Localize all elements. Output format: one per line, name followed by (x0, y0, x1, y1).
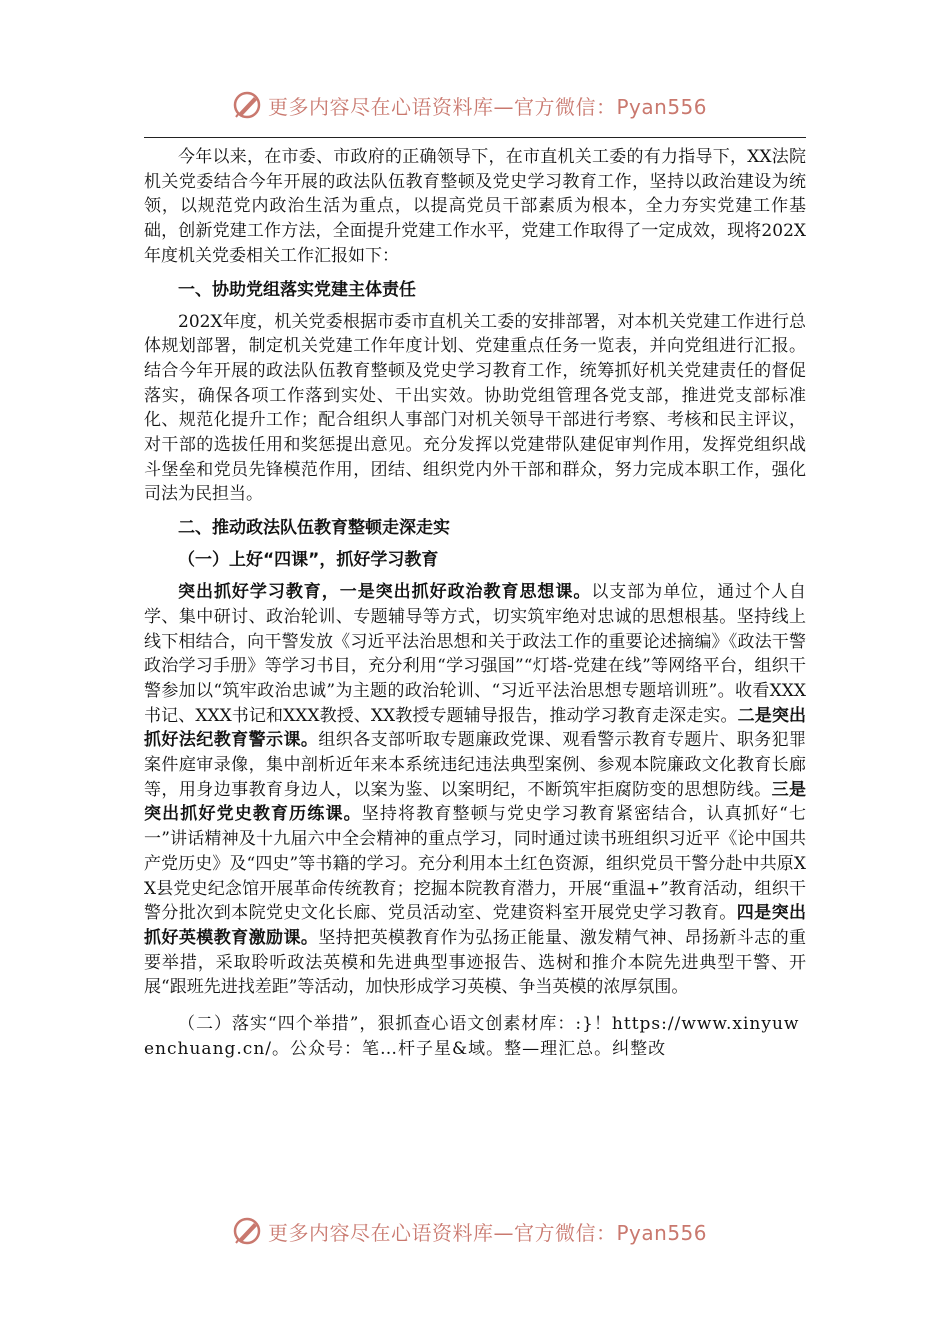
subsection-2-1-paragraph (144, 580, 806, 1000)
bold-lead-4: 四是突出抓好英模教育激励课。 (144, 903, 807, 948)
subsection-heading-2-1: （一）上好“四课”，抓好学习教育 (178, 550, 439, 571)
pen-logo-icon (232, 1216, 262, 1246)
footer-banner (0, 1206, 950, 1256)
body-text-4: 坚持把英模教育作为弘扬正能量、激发精气神、昂扬新斗志的重要举措，采取聆听政法英模和先进典型事迹报告、选树和推介本院先进典型干警、开展“跟班先进找差距”等活动，加快形成学习英模、争当英模的浓厚氛围。 (144, 927, 807, 998)
section-heading-2: 二、推动政法队伍教育整顿走深走实 (178, 518, 450, 539)
intro-paragraph: 今年以来，在市委、市政府的正确领导下，在市直机关工委的有力指导下，XX法院机关党委结合今年开展的政法队伍教育整顿及党史学习教育工作，坚持以政治建设为统领，以规范党内政治生活为重点，以提高党员干部素质为根本，全力夯实党建工作基础，创新党建工作方法，全面提升党建工作水平，党建工作取得了一定成效，现将202X年度机关党委相关工作汇报如下： (144, 147, 806, 266)
header-rule (144, 137, 806, 138)
bold-lead-1: 突出抓好学习教育，一是突出抓好政治教育思想课。 (178, 582, 592, 603)
body-text-2: 组织各支部听取专题廉政党课、观看警示教育专题片、职务犯罪案件庭审录像，集中剖析近年来本系统违纪违法典型案例、参观本院廉政文化教育长廊等，用身边事教育身边人，以案为鉴、以案明纪，不断筑牢拒腐防变的思想防线。 (144, 730, 807, 800)
document-body (144, 145, 806, 1079)
header-banner (0, 80, 950, 130)
bold-lead-3: 三是突出抓好党史教育历练课。 (144, 779, 807, 825)
body-text-1: 以支部为单位，通过个人自学、集中研讨、政治轮训、专题辅导等方式，切实筑牢绝对忠诚的思想根基。坚持线上线下相结合，向干警发放《习近平法治思想和关于政法工作的重要论述摘编》《政法干警政治学习手册》等学习书目，充分利用“学习强国”“灯塔-党建在线”等网络平台，组织干警参加以“筑牢政治忠诚”为主题的政治轮训、“习近平法治思想专题培训班”。收看XXX书记、XXX书记和XXX教授、XX教授专题辅导报告，推动学习教育走深走实。 (144, 582, 807, 726)
section-1-paragraph: 202X年度，机关党委根据市委市直机关工委的安排部署，对本机关党建工作进行总体规划部署，制定机关党建工作年度计划、党建重点任务一览表，并向党组进行汇报。结合今年开展的政法队伍教育整顿及党史学习教育工作，统筹抓好机关党建责任的督促落实，确保各项工作落到实处、干出实效。协助党组管理各党支部，推进党支部标准化、规范化提升工作；配合组织人事部门对机关领导干部进行考察、考核和民主评议，对干部的选拔任用和奖惩提出意见。充分发挥以党建带队建促审判作用，发挥党组织战斗堡垒和党员先锋模范作用，团结、组织党内外干部和群众，努力完成本职工作，强化司法为民担当。 (144, 311, 806, 505)
body-text-3: 坚持将教育整顿与党史学习教育紧密结合，认真抓好“七一”讲话精神及十九届六中全会精神的重点学习，同时通过读书班组织习近平《论中国共产党历史》及“四史”等书籍的学习。充分利用本土红色资源，组织党员干警分赴中共原XX县党史纪念馆开展革命传统教育；挖掘本院教育潜力，开展“重温+”教育活动，组织干警分批次到本院党史文化长廊、党员活动室、党建资料室开展党史学习教育。 (144, 804, 806, 924)
section-heading-1: 一、协助党组落实党建主体责任 (178, 279, 416, 300)
bold-lead-2: 二是突出抓好法纪教育警示课。 (144, 705, 806, 751)
subsection-2-2-text: （二）落实“四个举措”，狠抓查心语文创素材库：:}！https://www.xinyuwenchuang.cn/。公众号：笔…杆子星&域。整—理汇总。纠整改 (144, 1014, 800, 1059)
banner-text: 更多内容尽在心语资料库—官方微信：Pyan556 (268, 1220, 708, 1245)
banner-text: 更多内容尽在心语资料库—官方微信：Pyan556 (268, 94, 708, 119)
pen-logo-icon (232, 90, 262, 120)
